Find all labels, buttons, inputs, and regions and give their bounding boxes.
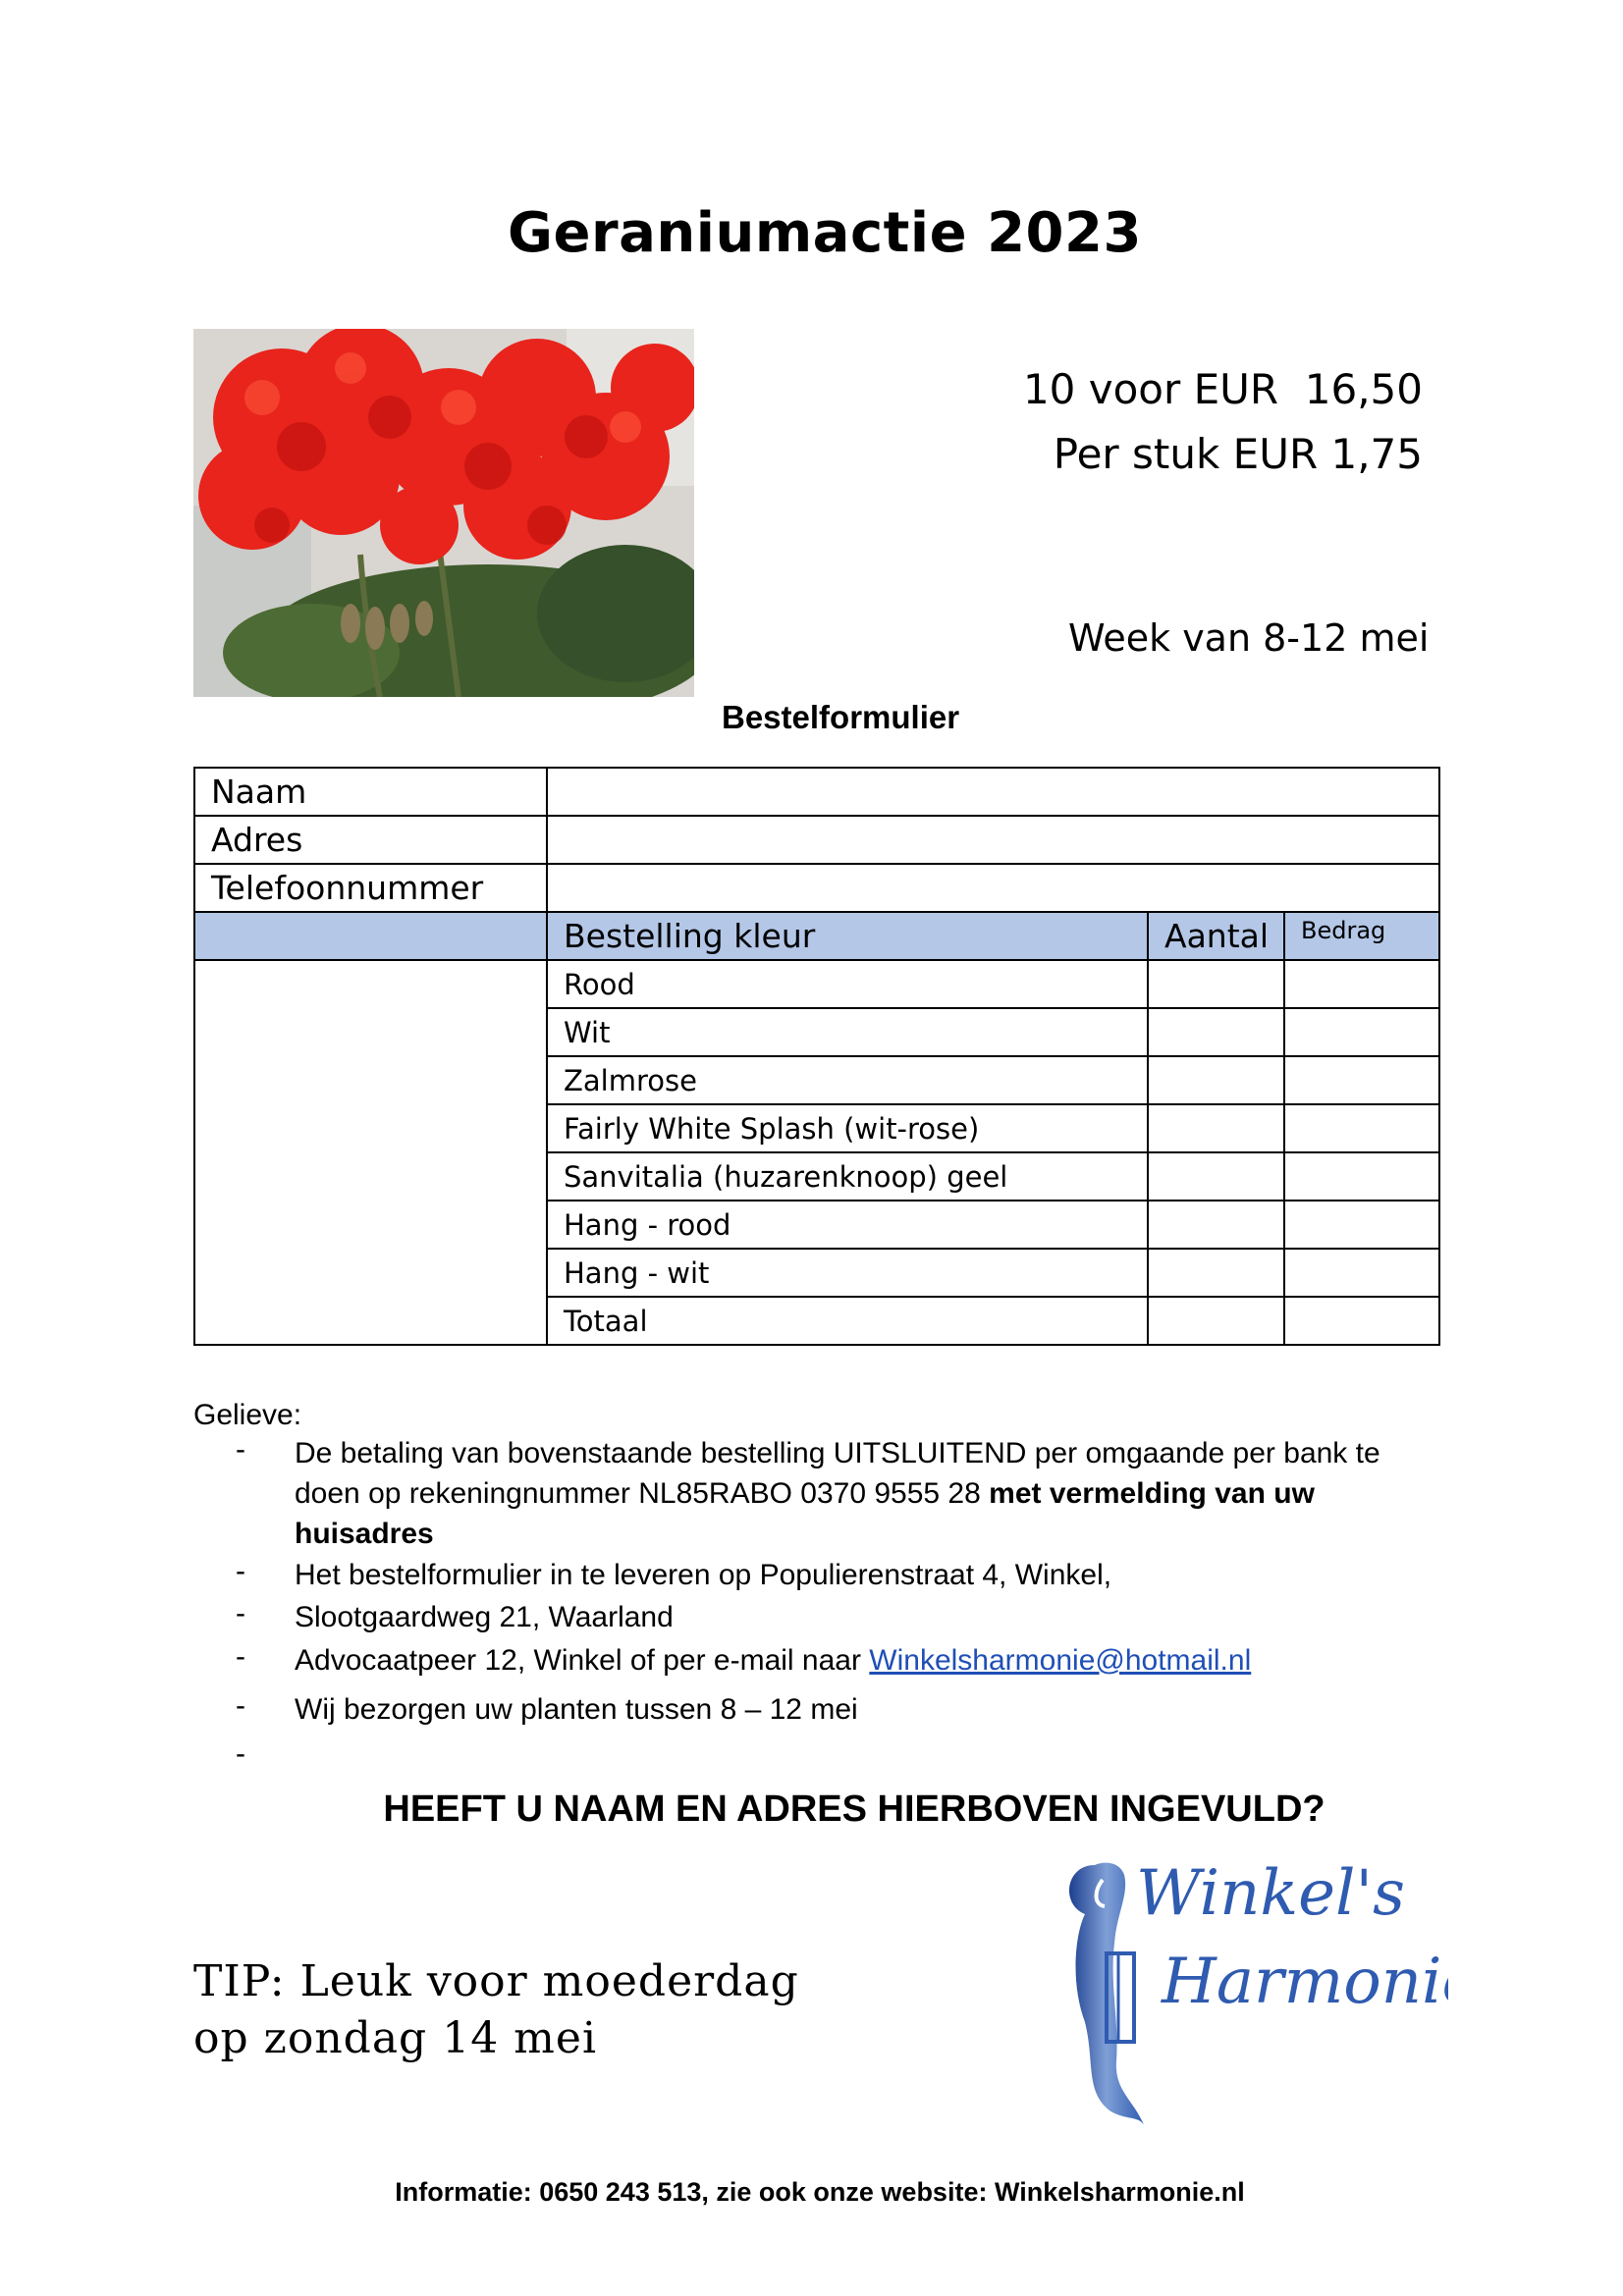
quantity-cell[interactable] [1148,1056,1284,1104]
order-color: Hang - rood [547,1201,1148,1249]
logo-text-line-2: Harmonie [1162,1946,1448,2018]
amount-cell[interactable] [1284,1104,1439,1152]
list-dash: - [236,1597,245,1629]
tip-line-1: TIP: Leuk voor moederdag [193,1956,799,2006]
header-amount: Bedrag [1284,912,1439,960]
order-color: Hang - wit [547,1249,1148,1297]
order-row [194,960,1439,1008]
field-label-phone: Telefoonnummer [194,864,547,912]
field-label-name: Naam [194,768,547,816]
quantity-cell[interactable] [1148,1249,1284,1297]
logo-text-line-1: Winkel's [1136,1857,1405,1930]
header-quantity: Aantal [1148,912,1284,960]
dropoff-text: Advocaatpeer 12, Winkel of per e-mail naar [295,1644,870,1677]
instructions-intro: Gelieve: [193,1399,302,1431]
tip-text [193,1953,799,2067]
name-input-cell[interactable] [547,768,1439,816]
page-title: Geraniumactie 2023 [508,201,1142,265]
quantity-cell[interactable] [1148,960,1284,1008]
price-single: Per stuk EUR 1,75 [1053,430,1423,478]
amount-cell[interactable] [1284,1201,1439,1249]
form-title: Bestelformulier [722,699,960,735]
order-color: Fairly White Splash (wit-rose) [547,1104,1148,1152]
total-quantity-cell[interactable] [1148,1297,1284,1345]
list-dash: - [236,1689,245,1722]
order-left-blank [194,960,547,1345]
amount-cell[interactable] [1284,1056,1439,1104]
payment-text: De betaling van bovenstaande bestelling UITSLUITEND per omgaande per bank te doen op rekeningnummer NL85RABO 0370 9555 28 [295,1437,1380,1510]
payment-emphasis: met vermelding van uw huisadres [295,1477,1315,1550]
harmonie-logo [1055,1845,1448,2130]
order-color: Wit [547,1008,1148,1056]
amount-cell[interactable] [1284,1008,1439,1056]
field-label-address: Adres [194,816,547,864]
amount-cell[interactable] [1284,1152,1439,1201]
quantity-cell[interactable] [1148,1152,1284,1201]
instruction-text: Slootgaardweg 21, Waarland [295,1601,674,1633]
footer-info: Informatie: 0650 243 513, zie ook onze website: Winkelsharmonie.nl [395,2177,1245,2207]
order-form-table [193,767,1440,1346]
instruction-text [295,1640,1404,1681]
order-color: Sanvitalia (huzarenknoop) geel [547,1152,1148,1201]
total-amount-cell[interactable] [1284,1297,1439,1345]
tip-line-2: op zondag 14 mei [193,2013,598,2063]
order-color: Zalmrose [547,1056,1148,1104]
instruction-text [295,1433,1404,1554]
order-color: Rood [547,960,1148,1008]
email-link[interactable]: Winkelsharmonie@hotmail.nl [869,1644,1252,1677]
list-dash: - [236,1555,245,1587]
list-dash: - [236,1433,245,1466]
phone-input-cell[interactable] [547,864,1439,912]
instruction-text: Wij bezorgen uw planten tussen 8 – 12 mei [295,1693,858,1726]
quantity-cell[interactable] [1148,1008,1284,1056]
order-total-label: Totaal [547,1297,1148,1345]
price-ten: 10 voor EUR 16,50 [1022,365,1423,413]
list-dash: - [236,1737,245,1770]
field-row-address [194,816,1439,864]
amount-cell[interactable] [1284,1249,1439,1297]
header-empty-cell [194,912,547,960]
check-question: HEEFT U NAAM EN ADRES HIERBOVEN INGEVULD? [383,1789,1325,1830]
quantity-cell[interactable] [1148,1104,1284,1152]
address-input-cell[interactable] [547,816,1439,864]
instruction-text: Het bestelformulier in te leveren op Populierenstraat 4, Winkel, [295,1559,1112,1591]
field-row-name [194,768,1439,816]
field-row-phone [194,864,1439,912]
geranium-photo [193,329,694,697]
header-color: Bestelling kleur [547,912,1148,960]
amount-cell[interactable] [1284,960,1439,1008]
delivery-week: Week van 8-12 mei [1068,616,1430,660]
order-header-row [194,912,1439,960]
quantity-cell[interactable] [1148,1201,1284,1249]
list-dash: - [236,1640,245,1673]
